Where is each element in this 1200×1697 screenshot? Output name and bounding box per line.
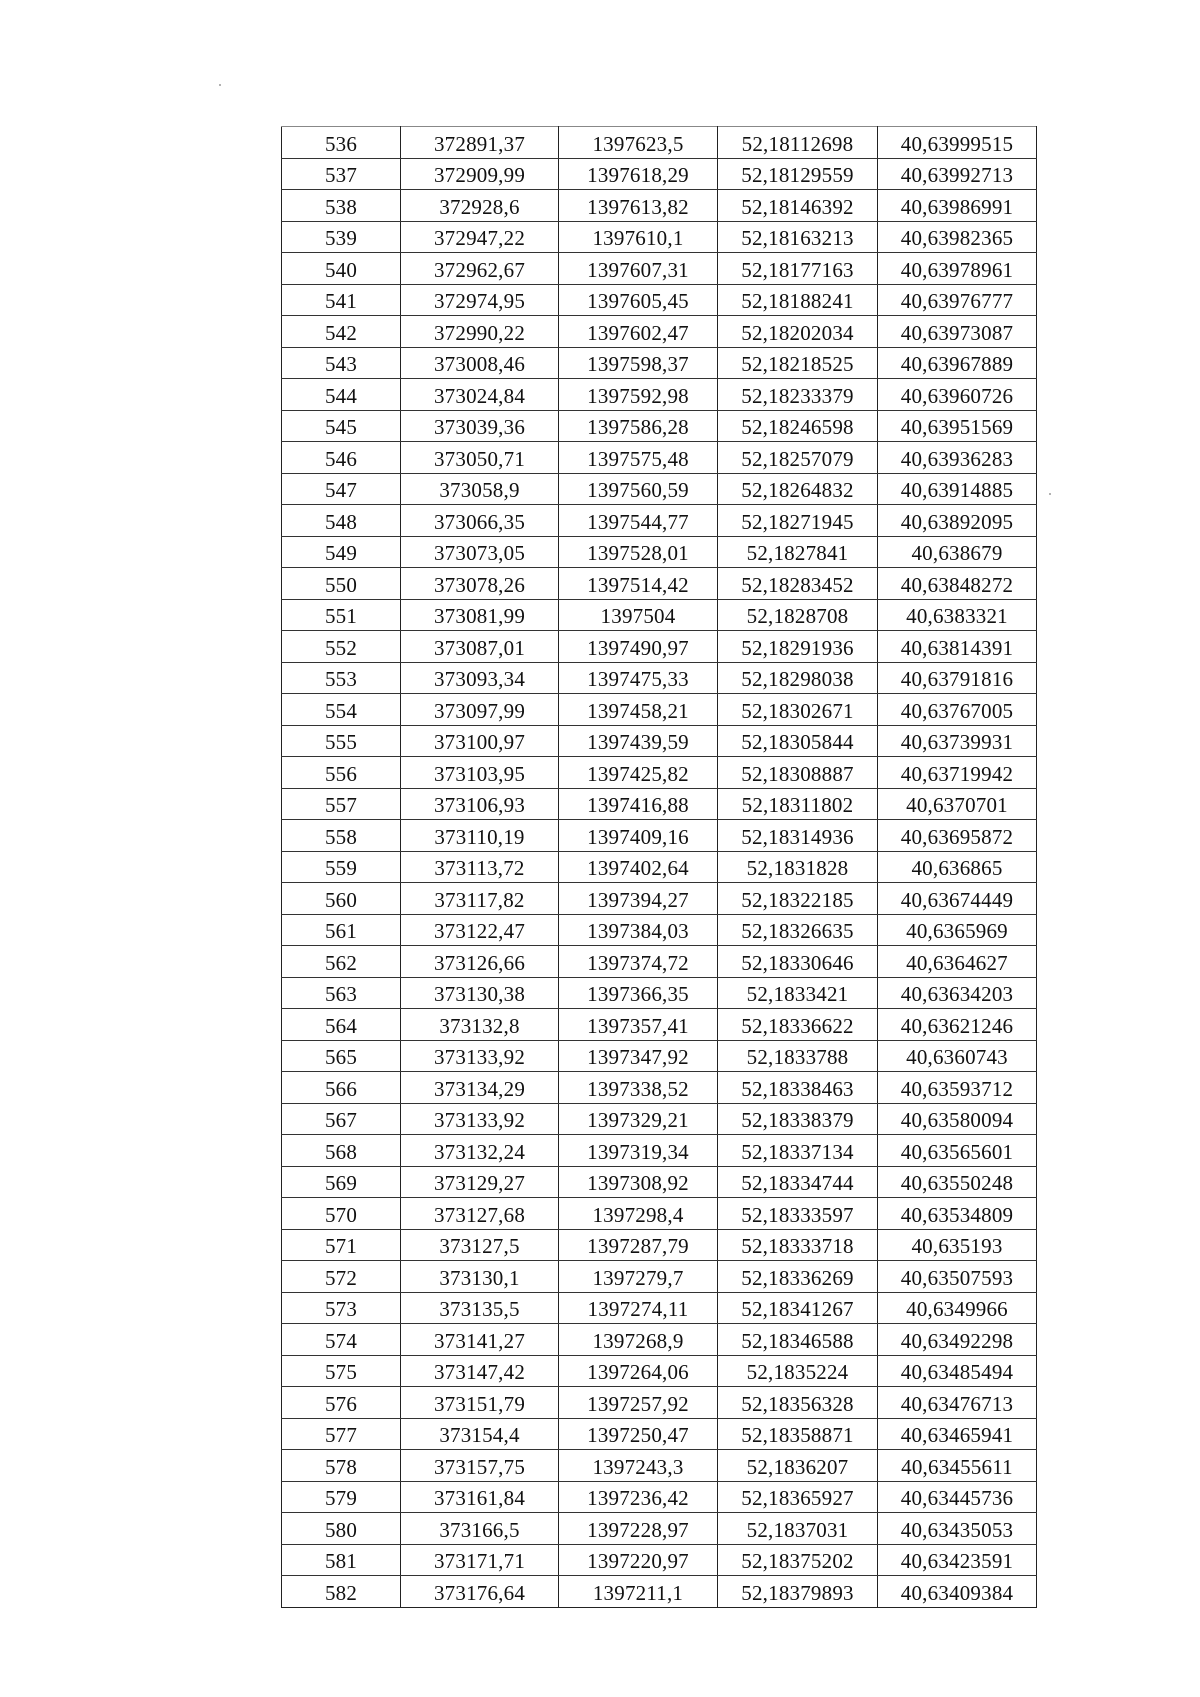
latitude-cell: 52,18338463 [718,1072,878,1104]
table-row [282,1387,1037,1419]
y-coordinate-cell: 1397598,37 [559,347,718,379]
y-coordinate-cell: 1397458,21 [559,694,718,726]
table-row [282,757,1037,789]
point-number-cell: 542 [282,316,401,348]
y-coordinate-cell: 1397618,29 [559,158,718,190]
point-number-cell: 548 [282,505,401,537]
x-coordinate-cell: 373133,92 [401,1040,559,1072]
point-number-cell: 552 [282,631,401,663]
x-coordinate-cell: 373157,75 [401,1450,559,1482]
x-coordinate-cell: 373130,38 [401,977,559,1009]
latitude-cell: 52,1835224 [718,1355,878,1387]
longitude-cell: 40,63982365 [878,221,1037,253]
table-row [282,725,1037,757]
y-coordinate-cell: 1397329,21 [559,1103,718,1135]
point-number-cell: 575 [282,1355,401,1387]
longitude-cell: 40,638679 [878,536,1037,568]
table-row [282,788,1037,820]
longitude-cell: 40,63674449 [878,883,1037,915]
y-coordinate-cell: 1397514,42 [559,568,718,600]
table-row [282,1292,1037,1324]
y-coordinate-cell: 1397250,47 [559,1418,718,1450]
latitude-cell: 52,18330646 [718,946,878,978]
latitude-cell: 52,18333597 [718,1198,878,1230]
point-number-cell: 539 [282,221,401,253]
latitude-cell: 52,18346588 [718,1324,878,1356]
coordinates-table-body [282,127,1037,1608]
x-coordinate-cell: 373154,4 [401,1418,559,1450]
latitude-cell: 52,18302671 [718,694,878,726]
y-coordinate-cell: 1397409,16 [559,820,718,852]
table-row [282,410,1037,442]
latitude-cell: 52,18336269 [718,1261,878,1293]
latitude-cell: 52,1837031 [718,1513,878,1545]
y-coordinate-cell: 1397357,41 [559,1009,718,1041]
longitude-cell: 40,63951569 [878,410,1037,442]
x-coordinate-cell: 372974,95 [401,284,559,316]
longitude-cell: 40,635193 [878,1229,1037,1261]
table-row [282,1009,1037,1041]
y-coordinate-cell: 1397586,28 [559,410,718,442]
longitude-cell: 40,63485494 [878,1355,1037,1387]
x-coordinate-cell: 373110,19 [401,820,559,852]
point-number-cell: 543 [282,347,401,379]
point-number-cell: 555 [282,725,401,757]
longitude-cell: 40,63550248 [878,1166,1037,1198]
y-coordinate-cell: 1397264,06 [559,1355,718,1387]
table-row [282,977,1037,1009]
point-number-cell: 562 [282,946,401,978]
table-row [282,1135,1037,1167]
y-coordinate-cell: 1397274,11 [559,1292,718,1324]
longitude-cell: 40,63892095 [878,505,1037,537]
longitude-cell: 40,63814391 [878,631,1037,663]
y-coordinate-cell: 1397298,4 [559,1198,718,1230]
table-row [282,820,1037,852]
longitude-cell: 40,63986991 [878,190,1037,222]
table-row [282,1103,1037,1135]
x-coordinate-cell: 373103,95 [401,757,559,789]
y-coordinate-cell: 1397607,31 [559,253,718,285]
table-row [282,568,1037,600]
table-row [282,1355,1037,1387]
table-row [282,1229,1037,1261]
latitude-cell: 52,18336622 [718,1009,878,1041]
longitude-cell: 40,6365969 [878,914,1037,946]
x-coordinate-cell: 373161,84 [401,1481,559,1513]
y-coordinate-cell: 1397575,48 [559,442,718,474]
x-coordinate-cell: 373008,46 [401,347,559,379]
latitude-cell: 52,18298038 [718,662,878,694]
point-number-cell: 568 [282,1135,401,1167]
longitude-cell: 40,63976777 [878,284,1037,316]
point-number-cell: 573 [282,1292,401,1324]
x-coordinate-cell: 372962,67 [401,253,559,285]
table-row [282,883,1037,915]
table-row [282,1481,1037,1513]
y-coordinate-cell: 1397374,72 [559,946,718,978]
latitude-cell: 52,18163213 [718,221,878,253]
latitude-cell: 52,18326635 [718,914,878,946]
table-row [282,1576,1037,1608]
y-coordinate-cell: 1397623,5 [559,127,718,159]
table-row [282,379,1037,411]
x-coordinate-cell: 373097,99 [401,694,559,726]
table-row [282,914,1037,946]
table-row [282,158,1037,190]
x-coordinate-cell: 373176,64 [401,1576,559,1608]
x-coordinate-cell: 373171,71 [401,1544,559,1576]
y-coordinate-cell: 1397347,92 [559,1040,718,1072]
table-row [282,1418,1037,1450]
scan-speck [1049,493,1051,495]
y-coordinate-cell: 1397439,59 [559,725,718,757]
x-coordinate-cell: 373058,9 [401,473,559,505]
table-row [282,946,1037,978]
longitude-cell: 40,63409384 [878,1576,1037,1608]
latitude-cell: 52,18338379 [718,1103,878,1135]
point-number-cell: 540 [282,253,401,285]
y-coordinate-cell: 1397544,77 [559,505,718,537]
table-row [282,1450,1037,1482]
y-coordinate-cell: 1397504 [559,599,718,631]
latitude-cell: 52,18337134 [718,1135,878,1167]
y-coordinate-cell: 1397243,3 [559,1450,718,1482]
point-number-cell: 546 [282,442,401,474]
latitude-cell: 52,18322185 [718,883,878,915]
y-coordinate-cell: 1397257,92 [559,1387,718,1419]
x-coordinate-cell: 373135,5 [401,1292,559,1324]
longitude-cell: 40,63719942 [878,757,1037,789]
point-number-cell: 551 [282,599,401,631]
table-row [282,599,1037,631]
latitude-cell: 52,18305844 [718,725,878,757]
point-number-cell: 569 [282,1166,401,1198]
longitude-cell: 40,63960726 [878,379,1037,411]
latitude-cell: 52,18202034 [718,316,878,348]
longitude-cell: 40,63999515 [878,127,1037,159]
point-number-cell: 557 [282,788,401,820]
x-coordinate-cell: 373147,42 [401,1355,559,1387]
table-row [282,1040,1037,1072]
point-number-cell: 581 [282,1544,401,1576]
latitude-cell: 52,18379893 [718,1576,878,1608]
table-row [282,442,1037,474]
x-coordinate-cell: 373050,71 [401,442,559,474]
latitude-cell: 52,18129559 [718,158,878,190]
longitude-cell: 40,63455611 [878,1450,1037,1482]
latitude-cell: 52,18334744 [718,1166,878,1198]
x-coordinate-cell: 373122,47 [401,914,559,946]
point-number-cell: 576 [282,1387,401,1419]
point-number-cell: 559 [282,851,401,883]
longitude-cell: 40,63507593 [878,1261,1037,1293]
point-number-cell: 549 [282,536,401,568]
point-number-cell: 578 [282,1450,401,1482]
table-row [282,505,1037,537]
table-row [282,1166,1037,1198]
x-coordinate-cell: 373151,79 [401,1387,559,1419]
x-coordinate-cell: 373087,01 [401,631,559,663]
x-coordinate-cell: 373126,66 [401,946,559,978]
longitude-cell: 40,63593712 [878,1072,1037,1104]
latitude-cell: 52,18257079 [718,442,878,474]
point-number-cell: 556 [282,757,401,789]
longitude-cell: 40,63739931 [878,725,1037,757]
latitude-cell: 52,18356328 [718,1387,878,1419]
latitude-cell: 52,18271945 [718,505,878,537]
y-coordinate-cell: 1397605,45 [559,284,718,316]
longitude-cell: 40,6383321 [878,599,1037,631]
y-coordinate-cell: 1397475,33 [559,662,718,694]
table-row [282,536,1037,568]
y-coordinate-cell: 1397402,64 [559,851,718,883]
latitude-cell: 52,1833421 [718,977,878,1009]
y-coordinate-cell: 1397279,7 [559,1261,718,1293]
y-coordinate-cell: 1397394,27 [559,883,718,915]
x-coordinate-cell: 372928,6 [401,190,559,222]
longitude-cell: 40,6360743 [878,1040,1037,1072]
point-number-cell: 577 [282,1418,401,1450]
scan-speck [219,84,221,86]
longitude-cell: 40,63423591 [878,1544,1037,1576]
table-row [282,316,1037,348]
y-coordinate-cell: 1397287,79 [559,1229,718,1261]
longitude-cell: 40,63580094 [878,1103,1037,1135]
longitude-cell: 40,63476713 [878,1387,1037,1419]
latitude-cell: 52,18291936 [718,631,878,663]
y-coordinate-cell: 1397528,01 [559,536,718,568]
point-number-cell: 571 [282,1229,401,1261]
table-row [282,1324,1037,1356]
x-coordinate-cell: 373039,36 [401,410,559,442]
longitude-cell: 40,63534809 [878,1198,1037,1230]
latitude-cell: 52,1828708 [718,599,878,631]
latitude-cell: 52,1831828 [718,851,878,883]
longitude-cell: 40,63565601 [878,1135,1037,1167]
x-coordinate-cell: 372990,22 [401,316,559,348]
y-coordinate-cell: 1397228,97 [559,1513,718,1545]
table-row [282,1544,1037,1576]
longitude-cell: 40,63914885 [878,473,1037,505]
point-number-cell: 582 [282,1576,401,1608]
x-coordinate-cell: 373024,84 [401,379,559,411]
table-row [282,631,1037,663]
y-coordinate-cell: 1397366,35 [559,977,718,1009]
x-coordinate-cell: 373132,8 [401,1009,559,1041]
point-number-cell: 558 [282,820,401,852]
point-number-cell: 550 [282,568,401,600]
y-coordinate-cell: 1397338,52 [559,1072,718,1104]
point-number-cell: 564 [282,1009,401,1041]
table-row [282,347,1037,379]
x-coordinate-cell: 373078,26 [401,568,559,600]
latitude-cell: 52,18314936 [718,820,878,852]
x-coordinate-cell: 373093,34 [401,662,559,694]
latitude-cell: 52,18283452 [718,568,878,600]
x-coordinate-cell: 373134,29 [401,1072,559,1104]
longitude-cell: 40,636865 [878,851,1037,883]
point-number-cell: 538 [282,190,401,222]
y-coordinate-cell: 1397384,03 [559,914,718,946]
point-number-cell: 579 [282,1481,401,1513]
point-number-cell: 541 [282,284,401,316]
table-row [282,1198,1037,1230]
latitude-cell: 52,1833788 [718,1040,878,1072]
table-row [282,253,1037,285]
point-number-cell: 563 [282,977,401,1009]
latitude-cell: 52,18375202 [718,1544,878,1576]
y-coordinate-cell: 1397425,82 [559,757,718,789]
longitude-cell: 40,6364627 [878,946,1037,978]
y-coordinate-cell: 1397236,42 [559,1481,718,1513]
point-number-cell: 580 [282,1513,401,1545]
y-coordinate-cell: 1397490,97 [559,631,718,663]
table-row [282,851,1037,883]
longitude-cell: 40,6349966 [878,1292,1037,1324]
longitude-cell: 40,63767005 [878,694,1037,726]
y-coordinate-cell: 1397211,1 [559,1576,718,1608]
latitude-cell: 52,18233379 [718,379,878,411]
longitude-cell: 40,63967889 [878,347,1037,379]
point-number-cell: 537 [282,158,401,190]
latitude-cell: 52,18365927 [718,1481,878,1513]
longitude-cell: 40,63634203 [878,977,1037,1009]
point-number-cell: 544 [282,379,401,411]
latitude-cell: 52,18333718 [718,1229,878,1261]
coordinates-table [281,126,1037,1608]
y-coordinate-cell: 1397610,1 [559,221,718,253]
table-row [282,662,1037,694]
point-number-cell: 553 [282,662,401,694]
latitude-cell: 52,1827841 [718,536,878,568]
longitude-cell: 40,63848272 [878,568,1037,600]
table-row [282,473,1037,505]
table-row [282,127,1037,159]
latitude-cell: 52,18188241 [718,284,878,316]
point-number-cell: 565 [282,1040,401,1072]
latitude-cell: 52,18246598 [718,410,878,442]
y-coordinate-cell: 1397220,97 [559,1544,718,1576]
table-row [282,284,1037,316]
y-coordinate-cell: 1397613,82 [559,190,718,222]
longitude-cell: 40,63465941 [878,1418,1037,1450]
longitude-cell: 40,63445736 [878,1481,1037,1513]
x-coordinate-cell: 373141,27 [401,1324,559,1356]
table-row [282,694,1037,726]
table-row [282,190,1037,222]
x-coordinate-cell: 373133,92 [401,1103,559,1135]
x-coordinate-cell: 373081,99 [401,599,559,631]
longitude-cell: 40,63435053 [878,1513,1037,1545]
point-number-cell: 570 [282,1198,401,1230]
latitude-cell: 52,18218525 [718,347,878,379]
point-number-cell: 574 [282,1324,401,1356]
x-coordinate-cell: 373117,82 [401,883,559,915]
longitude-cell: 40,63492298 [878,1324,1037,1356]
y-coordinate-cell: 1397319,34 [559,1135,718,1167]
y-coordinate-cell: 1397416,88 [559,788,718,820]
latitude-cell: 52,18112698 [718,127,878,159]
latitude-cell: 52,18341267 [718,1292,878,1324]
x-coordinate-cell: 373129,27 [401,1166,559,1198]
y-coordinate-cell: 1397560,59 [559,473,718,505]
x-coordinate-cell: 373130,1 [401,1261,559,1293]
point-number-cell: 560 [282,883,401,915]
x-coordinate-cell: 373166,5 [401,1513,559,1545]
x-coordinate-cell: 373127,68 [401,1198,559,1230]
x-coordinate-cell: 372909,99 [401,158,559,190]
latitude-cell: 52,18146392 [718,190,878,222]
y-coordinate-cell: 1397268,9 [559,1324,718,1356]
x-coordinate-cell: 373073,05 [401,536,559,568]
latitude-cell: 52,18264832 [718,473,878,505]
point-number-cell: 572 [282,1261,401,1293]
longitude-cell: 40,63973087 [878,316,1037,348]
latitude-cell: 52,1836207 [718,1450,878,1482]
longitude-cell: 40,6370701 [878,788,1037,820]
longitude-cell: 40,63791816 [878,662,1037,694]
x-coordinate-cell: 373127,5 [401,1229,559,1261]
point-number-cell: 561 [282,914,401,946]
x-coordinate-cell: 373066,35 [401,505,559,537]
longitude-cell: 40,63621246 [878,1009,1037,1041]
table-row [282,1261,1037,1293]
table-row [282,1513,1037,1545]
latitude-cell: 52,18177163 [718,253,878,285]
x-coordinate-cell: 373113,72 [401,851,559,883]
longitude-cell: 40,63695872 [878,820,1037,852]
y-coordinate-cell: 1397592,98 [559,379,718,411]
point-number-cell: 567 [282,1103,401,1135]
table-row [282,1072,1037,1104]
latitude-cell: 52,18311802 [718,788,878,820]
point-number-cell: 566 [282,1072,401,1104]
y-coordinate-cell: 1397602,47 [559,316,718,348]
y-coordinate-cell: 1397308,92 [559,1166,718,1198]
x-coordinate-cell: 373100,97 [401,725,559,757]
point-number-cell: 545 [282,410,401,442]
x-coordinate-cell: 373106,93 [401,788,559,820]
latitude-cell: 52,18358871 [718,1418,878,1450]
point-number-cell: 536 [282,127,401,159]
point-number-cell: 554 [282,694,401,726]
point-number-cell: 547 [282,473,401,505]
x-coordinate-cell: 372947,22 [401,221,559,253]
longitude-cell: 40,63978961 [878,253,1037,285]
latitude-cell: 52,18308887 [718,757,878,789]
x-coordinate-cell: 373132,24 [401,1135,559,1167]
x-coordinate-cell: 372891,37 [401,127,559,159]
longitude-cell: 40,63936283 [878,442,1037,474]
table-row [282,221,1037,253]
longitude-cell: 40,63992713 [878,158,1037,190]
